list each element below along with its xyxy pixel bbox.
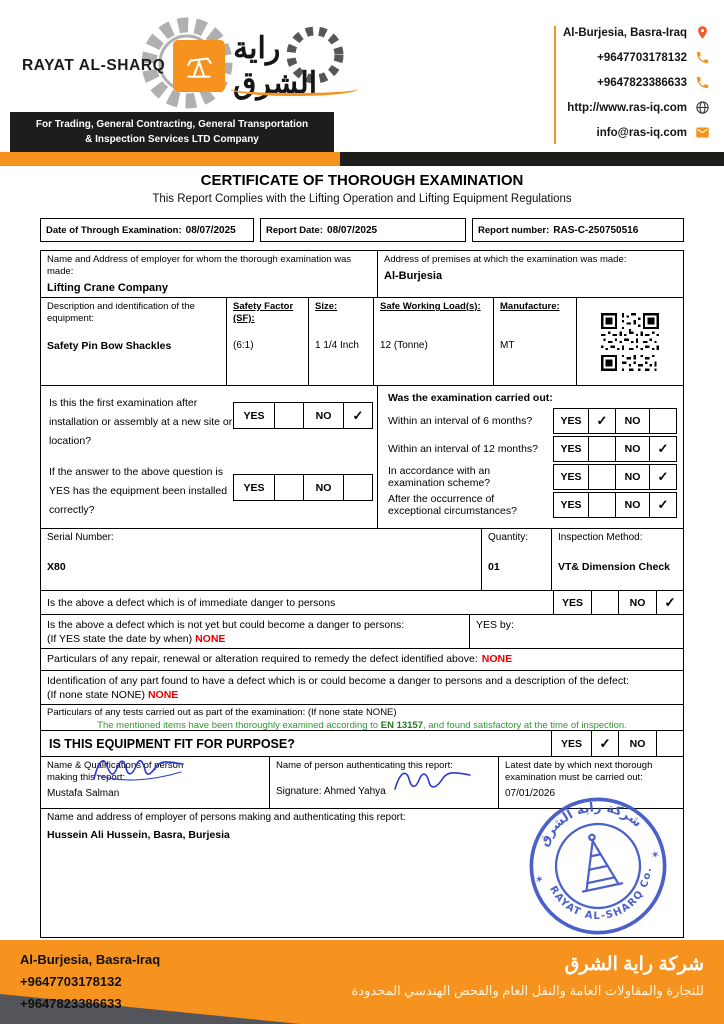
stamp-star-right: ✶ (649, 848, 662, 863)
yes-checkbox (274, 403, 303, 428)
defect-identification-value: NONE (147, 689, 179, 702)
future-danger-cell (41, 615, 469, 648)
company-name-en: RAYAT AL-SHARQ (22, 57, 166, 74)
swl-label: Safe Working Load(s): (380, 301, 481, 312)
authenticator-cell (269, 757, 498, 808)
interval-6-row (386, 408, 677, 434)
no-label: NO (303, 403, 343, 428)
quantity-label: Quantity: (488, 532, 529, 543)
yes-checkbox (588, 437, 615, 461)
repair-label: Particulars of any repair, renewal or alteration required to remedy the defect identified above: (47, 653, 478, 666)
inspection-method-value: VT& Dimension Check (558, 560, 671, 573)
yes-label: YES (560, 499, 582, 511)
no-checkbox (656, 731, 683, 756)
company-name-ar: راية الشرق (233, 32, 318, 100)
phone-icon (695, 50, 710, 65)
contact-phone-2 (597, 74, 710, 91)
exceptional-answer (553, 492, 677, 518)
logo-swoosh (230, 82, 358, 96)
inspection-method-label: Inspection Method: (558, 532, 643, 543)
exceptional-question: After the occurrence of exceptional circumstances? (388, 492, 517, 517)
first-exam-cell (41, 386, 377, 528)
no-label: NO (618, 591, 656, 614)
scheme-row (386, 464, 677, 490)
yes-label: YES (243, 481, 265, 494)
header (0, 0, 724, 168)
defect-identification-hint: (If none state NONE) (47, 689, 146, 702)
tests-cell (41, 705, 683, 730)
identification-row (41, 528, 683, 590)
yes-label: YES (243, 409, 265, 422)
report-number-label: Report number: (478, 224, 550, 236)
contact-location-text: Al-Burjesia, Basra-Iraq (563, 26, 687, 39)
report-maker-cell (41, 757, 269, 808)
next-exam-label: Latest date by which next thorough examination must be carried out: (505, 760, 653, 784)
equipment-row (41, 297, 683, 385)
phone-icon (695, 75, 710, 90)
fit-for-purpose-row (41, 730, 683, 756)
equipment-description-cell (41, 298, 226, 385)
globe-icon (695, 100, 710, 115)
email-icon (695, 125, 710, 140)
parties-row (41, 251, 683, 297)
safety-factor-value: (6:1) (233, 340, 254, 351)
exam-date-label: Date of Through Examination: (46, 224, 182, 236)
authenticator-signature-text: Signature: Ahmed Yahya (276, 786, 386, 798)
yes-label: YES (560, 443, 582, 455)
swl-value: 12 (Tonne) (380, 340, 428, 351)
no-checkbox: ✓ (649, 437, 676, 461)
defect-identification-line2 (47, 688, 677, 702)
equipment-description-label: Description and identification of the equipment: (47, 301, 195, 324)
report-date-value: 08/07/2025 (327, 224, 378, 236)
yes-by-cell (469, 615, 683, 648)
footer-contact-block (20, 949, 160, 1015)
serial-cell (41, 529, 481, 590)
no-label: NO (303, 475, 343, 500)
first-exam-question: Is this the first examination after installation or assembly at a new site or location? (49, 397, 233, 447)
page-title: CERTIFICATE OF THOROUGH EXAMINATION (200, 172, 524, 189)
footer-company-subtitle-ar: للتجارة والمقاولات العامة والنقل العام والفحص الهندسي المحدودة (351, 983, 704, 998)
employer-cell (41, 251, 377, 297)
page-subtitle: This Report Complies with the Lifting Operation and Lifting Equipment Regulations (152, 193, 572, 205)
yes-label: YES (551, 731, 591, 756)
scheme-question: In accordance with an examination scheme? (388, 464, 491, 489)
footer (0, 940, 724, 1024)
future-danger-value: NONE (195, 633, 226, 646)
quantity-cell (481, 529, 551, 590)
immediate-danger-row (41, 590, 683, 614)
fit-for-purpose-question: IS THIS EQUIPMENT FIT FOR PURPOSE? (49, 736, 295, 751)
company-tagline (10, 112, 334, 152)
employer-value: Lifting Crane Company (47, 281, 169, 294)
stamp-star-left: ✶ (533, 873, 546, 887)
exceptional-row (386, 492, 677, 518)
tagline-line2: & Inspection Services LTD Company (85, 134, 259, 145)
manufacture-cell (493, 298, 576, 385)
yes-checkbox (591, 591, 618, 614)
no-label: NO (618, 731, 656, 756)
future-danger-hint-line (47, 632, 463, 646)
safety-factor-cell (226, 298, 308, 385)
size-cell (308, 298, 373, 385)
size-label: Size: (315, 301, 338, 312)
report-date-label: Report Date: (266, 224, 324, 236)
yes-label: YES (560, 415, 582, 427)
first-exam-answer (233, 402, 373, 429)
next-exam-date: 07/01/2026 (505, 787, 556, 799)
tests-note-suffix: , and found satisfactory at the time of inspection. (423, 719, 627, 731)
employer-label: Name and Address of employer for whom the thorough examination was made: (47, 254, 352, 277)
stamp-top-text: شركة راية الشرق (536, 800, 645, 849)
premises-cell (377, 251, 683, 297)
report-maker-label: Name & Qualifications of person making this report: (47, 760, 184, 784)
no-checkbox: ✓ (343, 403, 372, 428)
no-label: NO (615, 493, 649, 517)
footer-phone-2: +9647823386633 (20, 996, 122, 1012)
contact-website-text: http://www.ras-iq.com (567, 101, 687, 114)
future-danger-question: Is the above a defect which is not yet but could become a danger to persons: (47, 619, 405, 631)
carried-out-cell (377, 386, 683, 528)
manufacture-value: MT (500, 340, 515, 351)
serial-label: Serial Number: (47, 532, 114, 543)
tests-row (41, 704, 683, 730)
band-orange (0, 152, 340, 166)
yes-checkbox: ✓ (591, 731, 618, 756)
qr-code (601, 313, 659, 371)
report-date-cell (260, 218, 466, 242)
no-label: NO (615, 437, 649, 461)
contact-email (597, 124, 710, 141)
installed-answer (233, 474, 373, 501)
header-band (0, 152, 724, 166)
manufacture-label: Manufacture: (500, 301, 560, 312)
equipment-description-value: Safety Pin Bow Shackles (47, 340, 172, 352)
swl-cell (373, 298, 493, 385)
future-danger-hint: (If YES state the date by when) (47, 633, 193, 646)
premises-label: Address of premises at which the examination was made: (384, 254, 627, 265)
yes-checkbox: ✓ (588, 409, 615, 433)
repair-cell (41, 649, 683, 670)
installed-question: If the answer to the above question is YES has the equipment been installed correctly? (49, 466, 228, 516)
title-block (0, 172, 724, 205)
repair-row (41, 648, 683, 670)
derrick-icon (572, 831, 622, 892)
contact-phone-1-text: +9647703178132 (597, 51, 687, 64)
future-danger-row (41, 614, 683, 648)
interval-12-answer (553, 436, 677, 462)
company-logo (22, 18, 372, 114)
interval-12-question: Within an interval of 12 months? (388, 442, 538, 455)
report-maker-name: Mustafa Salman (47, 787, 120, 799)
footer-address: Al-Burjesia, Basra-Iraq (20, 952, 161, 967)
contact-phone-2-text: +9647823386633 (597, 76, 687, 89)
yes-checkbox (274, 475, 303, 500)
scheme-answer (553, 464, 677, 490)
contact-phone-1 (597, 49, 710, 66)
defect-identification-cell (41, 671, 683, 704)
meta-row (40, 218, 684, 242)
exam-date-cell (40, 218, 254, 242)
header-divider (554, 26, 556, 144)
oil-pump-icon (173, 40, 225, 92)
interval-6-answer (553, 408, 677, 434)
carried-out-header: Was the examination carried out: (388, 392, 553, 404)
no-checkbox (343, 475, 372, 500)
no-label: NO (615, 465, 649, 489)
defect-identification-label: Identification of any part found to have a defect which is or could become a danger to persons and a description of the defect: (47, 675, 629, 687)
examination-row (41, 385, 683, 528)
exam-date-value: 08/07/2025 (185, 224, 236, 236)
yes-label: YES (560, 471, 582, 483)
tests-note-standard: EN 13157 (380, 719, 423, 731)
contact-location (563, 24, 710, 41)
footer-phone-1: +9647703178132 (20, 974, 122, 990)
band-black (340, 152, 724, 166)
size-value: 1 1/4 Inch (315, 340, 359, 351)
no-checkbox (649, 409, 676, 433)
immediate-danger-question: Is the above a defect which is of immediate danger to persons (47, 596, 336, 609)
footer-company-name-ar: شركة راية الشرق (564, 954, 704, 975)
quantity-value: 01 (488, 560, 500, 573)
yes-by-label: YES by: (476, 619, 514, 631)
contact-list (563, 24, 710, 141)
report-number-value: RAS-C-250750516 (553, 224, 639, 236)
yes-checkbox (588, 493, 615, 517)
report-number-cell (472, 218, 684, 242)
no-checkbox: ✓ (649, 465, 676, 489)
company-stamp (511, 779, 684, 952)
contact-website (567, 99, 710, 116)
interval-6-question: Within an interval of 6 months? (388, 414, 533, 427)
safety-factor-label: Safety Factor (SF): (233, 301, 294, 324)
no-checkbox: ✓ (649, 493, 676, 517)
repair-value: NONE (481, 653, 513, 666)
tagline-line1: For Trading, General Contracting, General Transportation (35, 119, 309, 130)
no-label: NO (615, 409, 649, 433)
signatory-employer-label: Name and address of employer of persons making and authenticating this report: (47, 812, 406, 823)
stamp-bottom-text: RAYAT AL-SHARQ Co. (547, 866, 654, 922)
premises-value: Al-Burjesia (384, 269, 443, 282)
interval-12-row (386, 436, 677, 462)
yes-label: YES (553, 591, 591, 614)
location-pin-icon (695, 25, 710, 40)
serial-value: X80 (47, 560, 66, 573)
defect-identification-row (41, 670, 683, 704)
tests-note-prefix: The mentioned items have been thoroughly examined according to (97, 719, 381, 731)
no-checkbox: ✓ (656, 591, 683, 614)
tests-label: Particulars of any tests carried out as part of the examination: (If none state NONE) (47, 707, 397, 718)
authenticator-label: Name of person authenticating this report: (276, 760, 453, 771)
contact-email-text: info@ras-iq.com (596, 126, 687, 139)
yes-checkbox (588, 465, 615, 489)
footer-company-block (352, 953, 705, 999)
signatory-employer-value: Hussein Ali Hussein, Basra, Burjesia (47, 828, 230, 841)
inspection-method-cell (551, 529, 683, 590)
qr-cell (576, 298, 683, 385)
